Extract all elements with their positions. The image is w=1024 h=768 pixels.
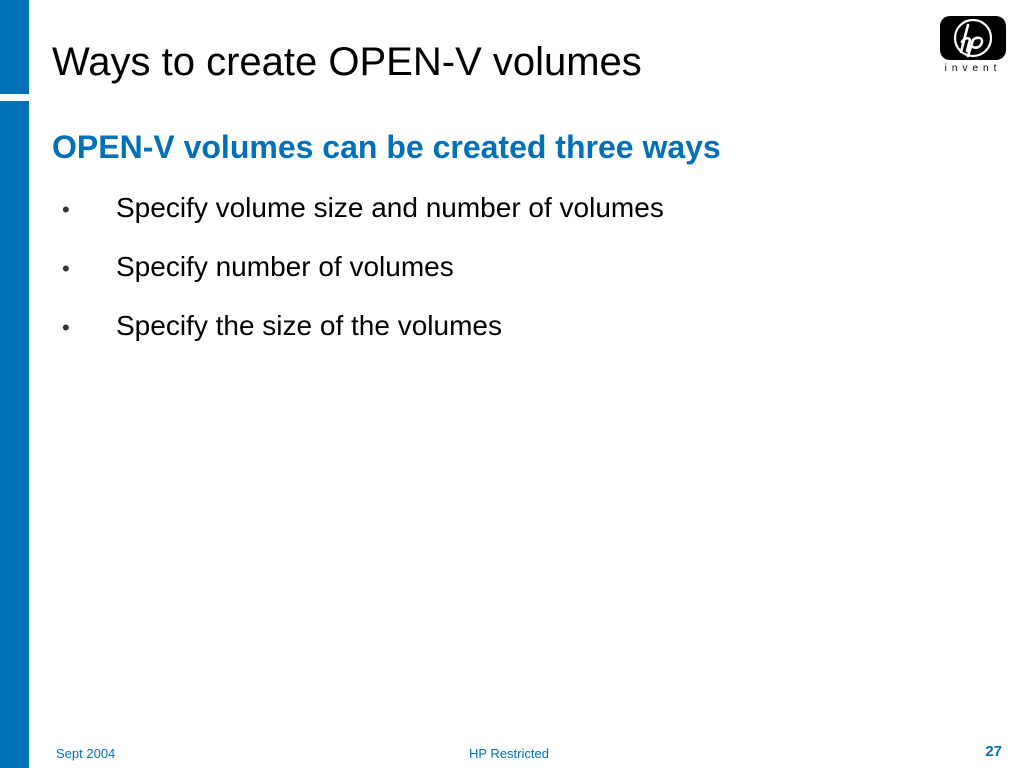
bullet-text: Specify volume size and number of volumes <box>116 192 664 223</box>
bullet-icon: • <box>62 315 70 340</box>
bullet-item <box>60 191 664 250</box>
footer-restriction-label: HP Restricted <box>469 746 549 761</box>
slide-subtitle: OPEN-V volumes can be created three ways <box>52 129 721 165</box>
bullet-text: Specify the size of the volumes <box>116 310 502 341</box>
bullet-icon: • <box>62 256 70 281</box>
page-number: 27 <box>985 743 1002 760</box>
left-accent-bar-bottom <box>0 101 29 768</box>
bullet-text: Specify number of volumes <box>116 251 454 282</box>
bullet-item <box>60 309 664 368</box>
hp-logo <box>938 16 1008 78</box>
bullet-item <box>60 250 664 309</box>
bullet-icon: • <box>62 197 70 222</box>
left-accent-bar-top <box>0 0 29 94</box>
logo-invent-text: invent <box>944 63 1002 74</box>
accent-bar-gap <box>0 96 29 99</box>
hp-logo-icon <box>940 16 1006 60</box>
slide-title: Ways to create OPEN-V volumes <box>52 40 642 84</box>
bullet-list <box>60 191 664 368</box>
footer-date: Sept 2004 <box>56 746 116 761</box>
